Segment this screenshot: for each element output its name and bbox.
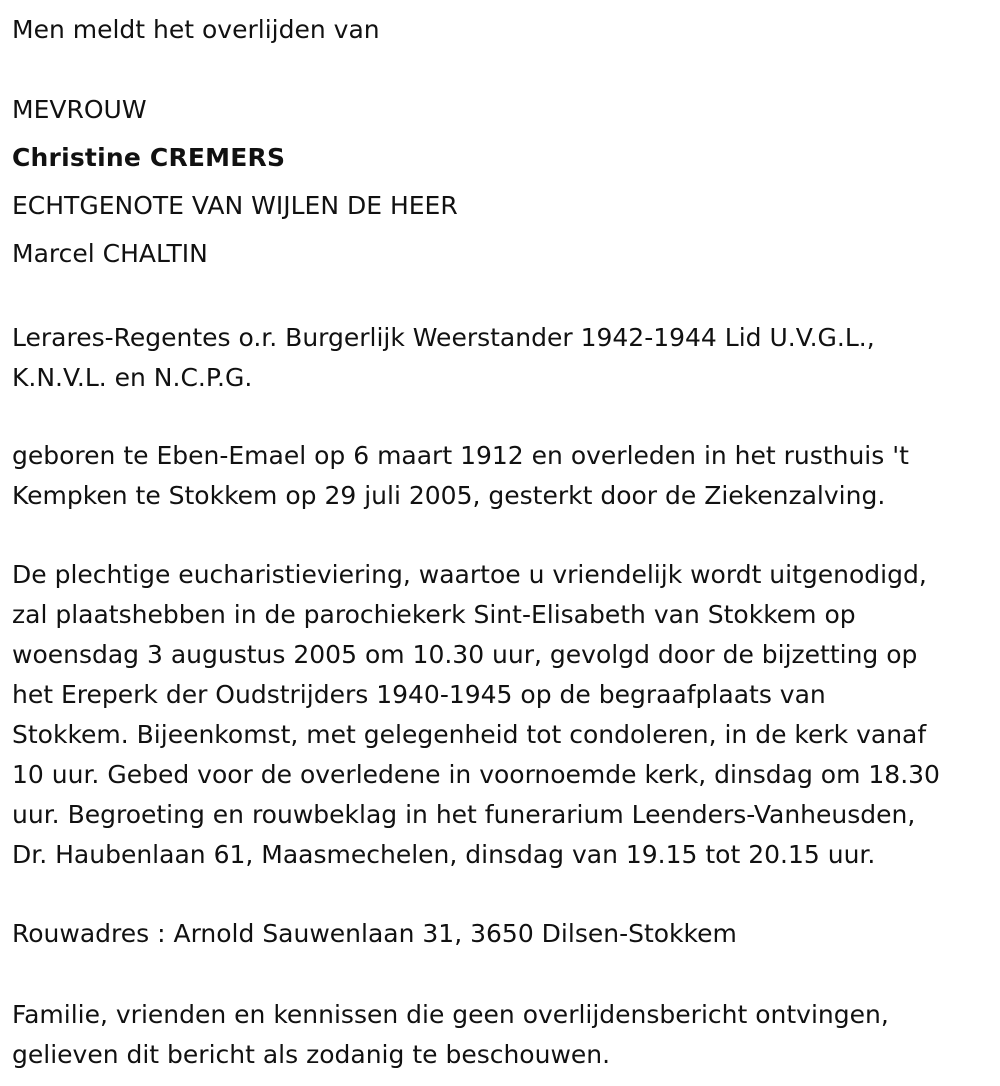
name-block [12, 86, 988, 278]
ceremony-line: Stokkem. Bijeenkomst, met gelegenheid tot condoleren, in de kerk vanaf [12, 720, 927, 749]
intro-text: Men meldt het overlijden van [12, 15, 380, 44]
birth-death-paragraph [12, 436, 988, 516]
closing-line: gelieven dit bericht als zodanig te beschouwen. [12, 1040, 611, 1069]
birth-death-line: geboren te Eben-Emael op 6 maart 1912 en overleden in het rusthuis 't [12, 441, 909, 470]
ceremony-line: 10 uur. Gebed voor de overledene in voornoemde kerk, dinsdag om 18.30 [12, 760, 940, 789]
relation-text: ECHTGENOTE VAN WIJLEN DE HEER [12, 191, 458, 220]
profession-paragraph [12, 318, 988, 398]
funeral-address: Rouwadres : Arnold Sauwenlaan 31, 3650 Dilsen-Stokkem [12, 919, 737, 948]
profession-line: Lerares-Regentes o.r. Burgerlijk Weerstander 1942-1944 Lid U.V.G.L., [12, 323, 875, 352]
ceremony-paragraph [12, 555, 988, 875]
ceremony-line: het Ereperk der Oudstrijders 1940-1945 op de begraafplaats van [12, 680, 826, 709]
intro-block [12, 6, 988, 54]
profession-line: K.N.V.L. en N.C.P.G. [12, 363, 253, 392]
ceremony-line: De plechtige eucharistieviering, waartoe u vriendelijk wordt uitgenodigd, [12, 560, 927, 589]
address-paragraph [12, 914, 988, 954]
deceased-name: Christine CREMERS [12, 143, 286, 172]
spouse-name: Marcel CHALTIN [12, 239, 208, 268]
ceremony-line: Dr. Haubenlaan 61, Maasmechelen, dinsdag van 19.15 tot 20.15 uur. [12, 840, 876, 869]
ceremony-line: zal plaatshebben in de parochiekerk Sint-Elisabeth van Stokkem op [12, 600, 856, 629]
ceremony-line: woensdag 3 augustus 2005 om 10.30 uur, gevolgd door de bijzetting op [12, 640, 918, 669]
title-text: MEVROUW [12, 95, 147, 124]
closing-line: Familie, vrienden en kennissen die geen overlijdensbericht ontvingen, [12, 1000, 889, 1029]
closing-paragraph [12, 995, 988, 1075]
birth-death-line: Kempken te Stokkem op 29 juli 2005, gesterkt door de Ziekenzalving. [12, 481, 886, 510]
ceremony-line: uur. Begroeting en rouwbeklag in het funerarium Leenders-Vanheusden, [12, 800, 916, 829]
